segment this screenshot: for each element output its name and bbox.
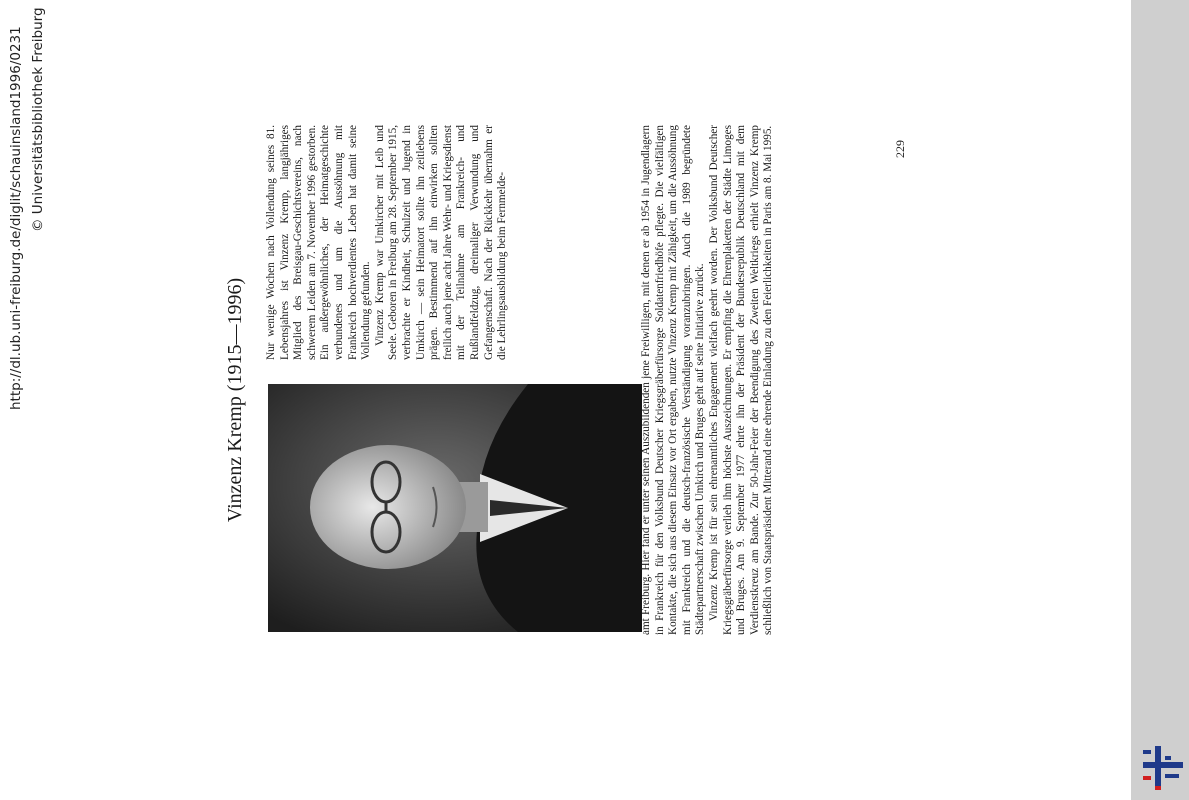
article-paragraph: amt Freiburg. Hier fand er unter seinen Auszubildenden jene Freiwilligen, mit denen er ab 1954 in Jugendlagern in Frankreich für den Volksbund Deutscher Kriegsgräberfürsorge Soldatenfriedhöfe pflegte. Die vielfältigen Kontakte, die sich aus diesem Einsatz vor Ort ergaben, nutzte Vinzenz Kremp mit Zähigkeit, um die Aussöhnung mit Frankreich und die deutsch-französische Verständigung voranzubringen. Auch die 1989 begründete Städtepartnerschaft zwischen Umkirch und Bruges geht auf seine Initiative zurück.	[640, 125, 707, 635]
article-column-right	[265, 125, 635, 360]
article-column-bottom	[640, 125, 880, 635]
copyright-notice: © Universitätsbibliothek Freiburg	[30, 7, 46, 232]
library-logo-icon	[1141, 744, 1185, 792]
page-number: 229	[893, 140, 907, 158]
portrait-photo-icon	[268, 384, 642, 632]
article-title: Vinzenz Kremp (1915—1996)	[224, 277, 246, 523]
article-paragraph: Nur wenige Wochen nach Vollendung seines 81. Lebensjahres ist Vinzenz Kremp, langjähriges Mitglied des Breisgau-Geschichtsvereins, nach schwerem Leiden am 7. November 1996 gestorben. Ein außergewöhnliches, der Heimatgeschichte verbundenes und um die Aussöhnung mit Frankreich hochverdientes Leben hat damit seine Vollendung gefunden.	[265, 125, 373, 360]
library-sidebar-text	[0, 0, 58, 800]
library-sidebar	[1131, 0, 1189, 800]
portrait-photo	[268, 384, 642, 632]
article-paragraph: Vinzenz Kremp ist für sein ehrenamtliches Engagement vielfach geehrt worden. Der Volksbund Deutscher Kriegsgräberfürsorge verlieh ihm höchste Auszeichnungen. Er empfing die Ehrenplaketten der Städte Limoges und Bruges. Am 9. September 1977 ehrte ihn der Präsident der Bundesrepublik Deutschland mit dem Verdienstkreuz am Bande. Zur 50-Jahr-Feier der Beendigung des Zweiten Weltkriegs erhielt Vinzenz Kremp schließlich von Staatspräsident Mitterand eine ehrende Einladung zu den Feierlichkeiten in Paris am 8. Mai 1995.	[707, 125, 775, 635]
source-url-link[interactable]: http://dl.ub.uni-freiburg.de/diglit/schauinsland1996/0231	[8, 26, 24, 410]
article-paragraph: Vinzenz Kremp war Umkircher mit Leib und Seele. Geboren in Freiburg am 28. September 1915, verbrachte er Kindheit, Schulzeit und Jugend in Umkirch — sein Heimatort sollte ihn zeitlebens prägen. Bestimmend auf ihn einwirken sollten freilich auch jene acht Jahre Wehr- und Kriegsdienst mit der Teilnahme am Frankreich- und Rußlandfeldzug, dreimaliger Verwundung und Gefangenschaft. Nach der Rückkehr übernahm er die Lehrlingsausbildung beim Fernmelde-	[373, 125, 509, 360]
